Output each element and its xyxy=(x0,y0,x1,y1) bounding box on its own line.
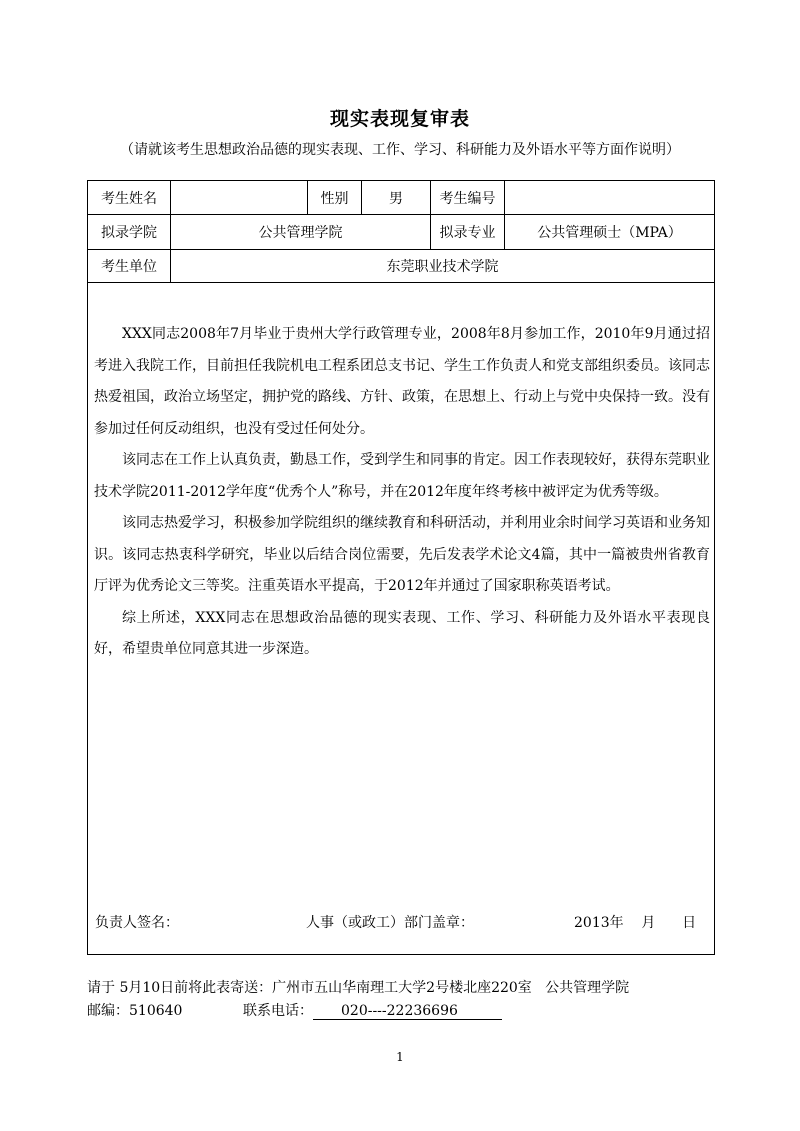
department-stamp-label: 人事（或政工）部门盖章： xyxy=(306,915,474,931)
mailing-instructions: 请于 5月10日前将此表寄送：广州市五山华南理工大学2号楼北座220室 公共管理学院 xyxy=(87,980,630,996)
review-form xyxy=(87,180,715,955)
candidate-id-field[interactable] xyxy=(505,181,714,214)
unit-label: 考生单位 xyxy=(101,259,157,275)
performance-description xyxy=(94,319,710,666)
contact-phone xyxy=(243,1000,502,1020)
postcode: 邮编：510640 xyxy=(87,1003,183,1019)
leader-signature-label: 负责人签名： xyxy=(95,915,179,931)
name-field[interactable] xyxy=(171,181,307,214)
page-number: 1 xyxy=(396,1050,404,1064)
candidate-id-label: 考生编号 xyxy=(439,190,496,207)
page-title: 现实表现复审表 xyxy=(329,108,470,130)
paragraph: 该同志热爱学习，积极参加学院组织的继续教育和科研活动，并利用业余时间学习英语和业务知识。该同志热衷科学研究，毕业以后结合岗位需要，先后发表学术论文4篇，其中一篇被贵州省教育厅评为优秀论文三等奖。注重英语水平提高，于2012年并通过了国家职称英语考试。 xyxy=(94,515,710,594)
college-value: 公共管理学院 xyxy=(258,225,343,241)
phone-number: 020----22236696 xyxy=(313,1003,502,1020)
gender-value: 男 xyxy=(389,190,403,207)
paragraph: 该同志在工作上认真负责，勤恳工作，受到学生和同事的肯定。因工作表现较好，获得东莞职业技术学院2011-2012学年度“优秀个人”称号，并在2012年度年终考核中被评定为优秀等级。 xyxy=(94,452,710,500)
row-divider xyxy=(88,282,714,283)
paragraph: 综上所述，XXX同志在思想政治品德的现实表现、工作、学习、科研能力及外语水平表现良好，希望贵单位同意其进一步深造。 xyxy=(94,609,710,657)
signature-date: 2013年 月 日 xyxy=(574,915,697,931)
name-label: 考生姓名 xyxy=(101,190,157,207)
page-subtitle: （请就该考生思想政治品德的现实表现、工作、学习、科研能力及外语水平等方面作说明） xyxy=(120,142,680,158)
gender-label: 性别 xyxy=(320,190,349,207)
unit-value: 东莞职业技术学院 xyxy=(386,259,499,275)
major-label: 拟录专业 xyxy=(439,225,496,241)
phone-label: 联系电话： xyxy=(243,1003,313,1019)
paragraph: XXX同志2008年7月毕业于贵州大学行政管理专业，2008年8月参加工作，2010年9月通过招考进入我院工作，目前担任我院机电工程系团总支书记、学生工作负责人和党支部组织委员。该同志热爱祖国，政治立场坚定，拥护党的路线、方针、政策，在思想上、行动上与党中央保持一致。没有参加过任何反动组织，也没有受过任何处分。 xyxy=(94,326,710,437)
major-value: 公共管理硕士（MPA） xyxy=(537,225,682,241)
college-label: 拟录学院 xyxy=(101,225,157,241)
